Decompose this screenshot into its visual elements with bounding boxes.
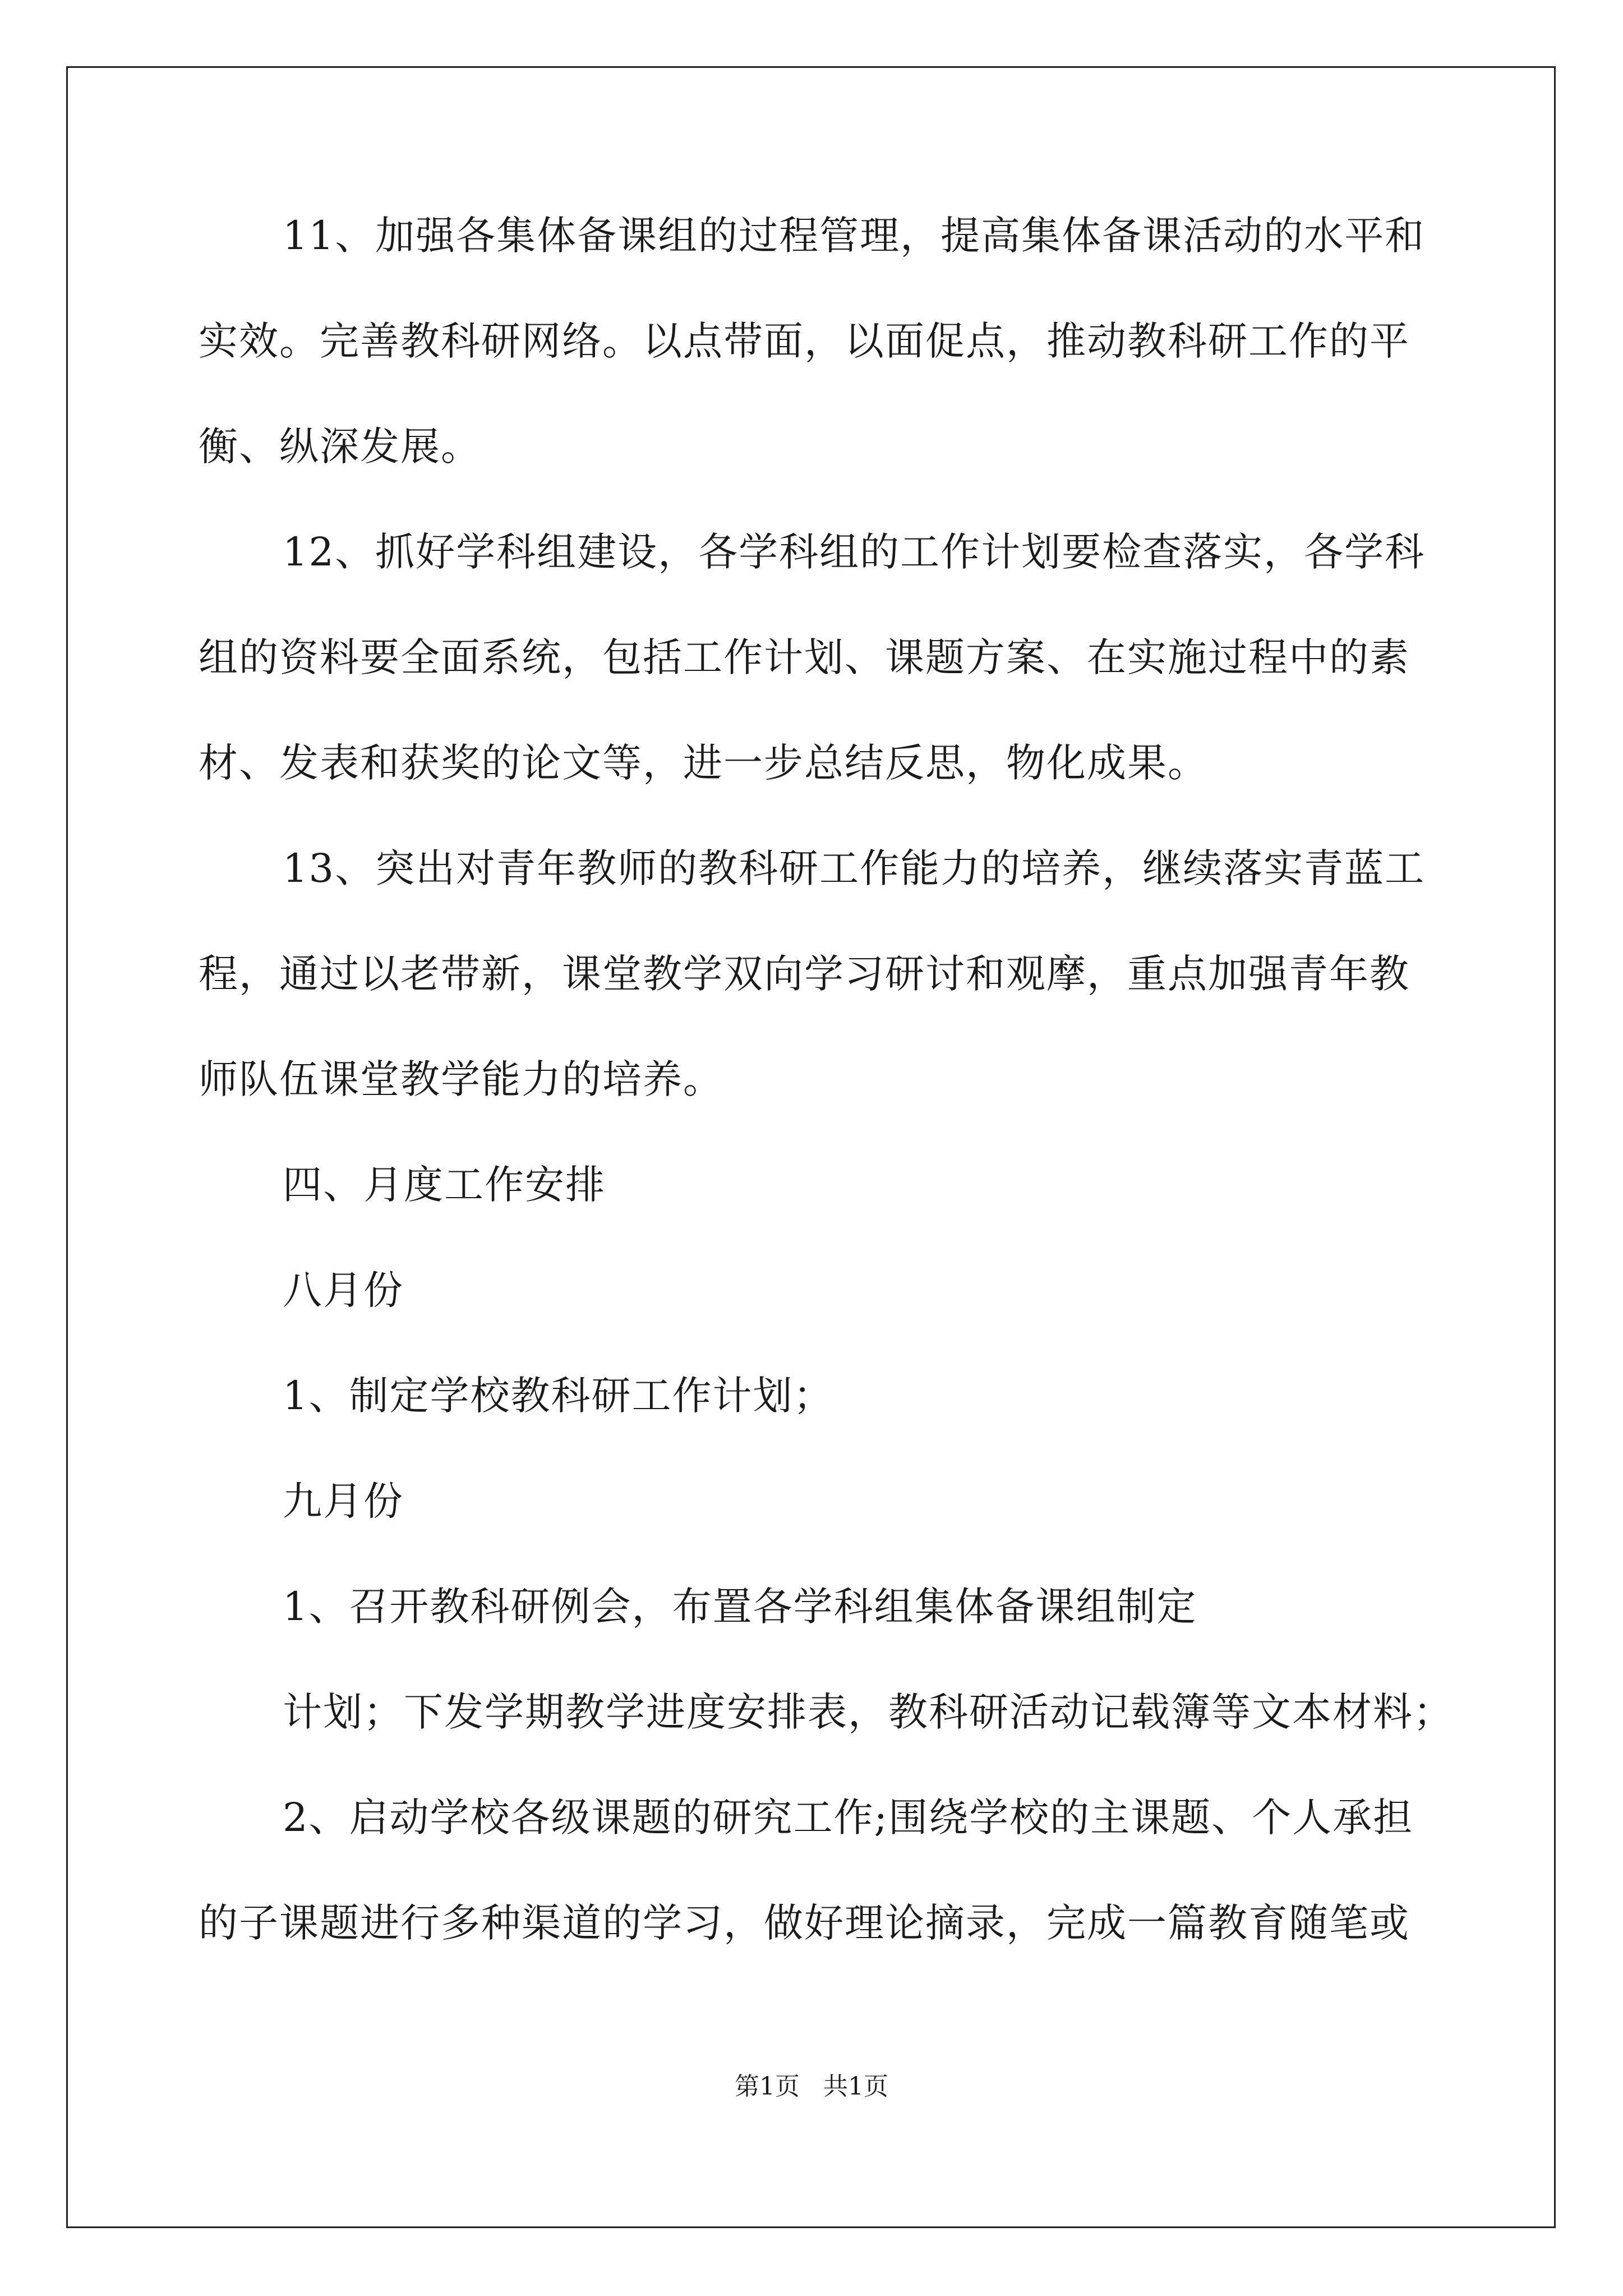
page-footer: 第1页 共1页: [735, 2072, 888, 2101]
month-heading: 八月份: [283, 1267, 404, 1313]
month-heading: 九月份: [283, 1478, 404, 1524]
text-line: 1、制定学校教科研工作计划；: [283, 1373, 834, 1419]
text-line: 衡、纵深发展。: [199, 424, 481, 470]
section-heading: 四、月度工作安排: [283, 1162, 606, 1208]
text-line: 程，通过以老带新，课堂教学双向学习研讨和观摩，重点加强青年教: [199, 951, 1410, 997]
text-line: 组的资料要全面系统，包括工作计划、课题方案、在实施过程中的素: [199, 634, 1410, 680]
text-line: 计划；下发学期教学进度安排表，教科研活动记载簿等文本材料；: [283, 1689, 1454, 1735]
text-line: 2、启动学校各级课题的研究工作;围绕学校的主课题、个人承担: [283, 1795, 1414, 1841]
text-line: 的子课题进行多种渠道的学习，做好理论摘录，完成一篇教育随笔或: [199, 1900, 1410, 1946]
text-line: 材、发表和获奖的论文等，进一步总结反思，物化成果。: [199, 740, 1208, 786]
text-line: 1、召开教科研例会，布置各学科组集体备课组制定: [283, 1584, 1197, 1630]
text-line: 师队伍课堂教学能力的培养。: [199, 1056, 723, 1102]
text-line: 12、抓好学科组建设，各学科组的工作计划要检查落实，各学科: [283, 529, 1426, 575]
text-line: 实效。完善教科研网络。以点带面，以面促点，推动教科研工作的平: [199, 318, 1410, 364]
text-line: 11、加强各集体备课组的过程管理，提高集体备课活动的水平和: [283, 213, 1426, 259]
text-line: 13、突出对青年教师的教科研工作能力的培养，继续落实青蓝工: [283, 845, 1426, 891]
